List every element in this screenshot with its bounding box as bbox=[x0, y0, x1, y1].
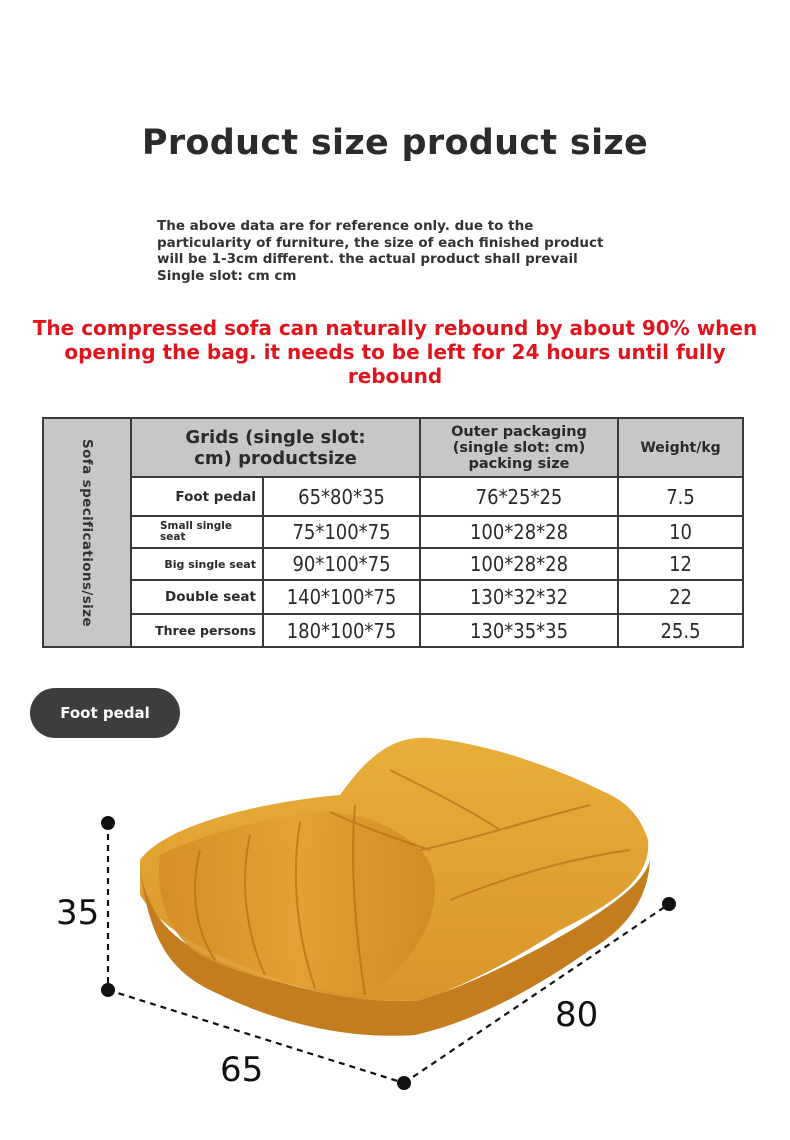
warning-line: opening the bag. it needs to be left for 24 hours until fully bbox=[64, 340, 726, 364]
row-name: Small single seat bbox=[131, 516, 263, 548]
row-packing: 100*28*28 bbox=[420, 548, 618, 580]
row-weight: 12 bbox=[618, 548, 743, 580]
height-dimension-label: 35 bbox=[56, 893, 100, 933]
note-line: will be 1-3cm different. the actual product shall prevail bbox=[157, 251, 578, 267]
header-weight: Weight/kg bbox=[618, 418, 743, 477]
header-product-size: Grids (single slot: cm) productsize bbox=[131, 418, 420, 477]
row-packing: 130*32*32 bbox=[420, 580, 618, 614]
row-name: Foot pedal bbox=[131, 477, 263, 516]
dimension-dot bbox=[662, 897, 676, 911]
row-size: 75*100*75 bbox=[263, 516, 420, 548]
row-size: 65*80*35 bbox=[263, 477, 420, 516]
row-name: Three persons bbox=[131, 614, 263, 647]
dimension-dot bbox=[101, 816, 115, 830]
row-packing: 130*35*35 bbox=[420, 614, 618, 647]
row-weight: 22 bbox=[618, 580, 743, 614]
foot-pedal-sofa bbox=[140, 738, 650, 1036]
row-size: 140*100*75 bbox=[263, 580, 420, 614]
note-line: Single slot: cm cm bbox=[157, 267, 297, 284]
note-line: The above data are for reference only. due to the bbox=[157, 218, 534, 234]
row-name: Big single seat bbox=[131, 548, 263, 580]
warning-line: rebound bbox=[347, 364, 443, 388]
row-weight: 25.5 bbox=[618, 614, 743, 647]
row-name: Double seat bbox=[131, 580, 263, 614]
row-size: 180*100*75 bbox=[263, 614, 420, 647]
depth-dimension-label: 80 bbox=[555, 995, 599, 1035]
width-dimension-label: 65 bbox=[220, 1050, 264, 1090]
header-packing-size: Outer packaging (single slot: cm) packing size bbox=[420, 418, 618, 477]
product-label-pill: Foot pedal bbox=[30, 688, 180, 738]
dimension-dot bbox=[101, 983, 115, 997]
side-label: Sofa specifications/size bbox=[79, 438, 95, 627]
row-weight: 10 bbox=[618, 516, 743, 548]
warning-line: The compressed sofa can naturally rebound by about 90% when bbox=[32, 316, 758, 340]
row-packing: 100*28*28 bbox=[420, 516, 618, 548]
row-weight: 7.5 bbox=[618, 477, 743, 516]
note-line: particularity of furniture, the size of each finished product bbox=[157, 234, 604, 251]
page-title: Product size product size bbox=[141, 123, 649, 163]
dimension-dot bbox=[397, 1076, 411, 1090]
row-size: 90*100*75 bbox=[263, 548, 420, 580]
row-packing: 76*25*25 bbox=[420, 477, 618, 516]
